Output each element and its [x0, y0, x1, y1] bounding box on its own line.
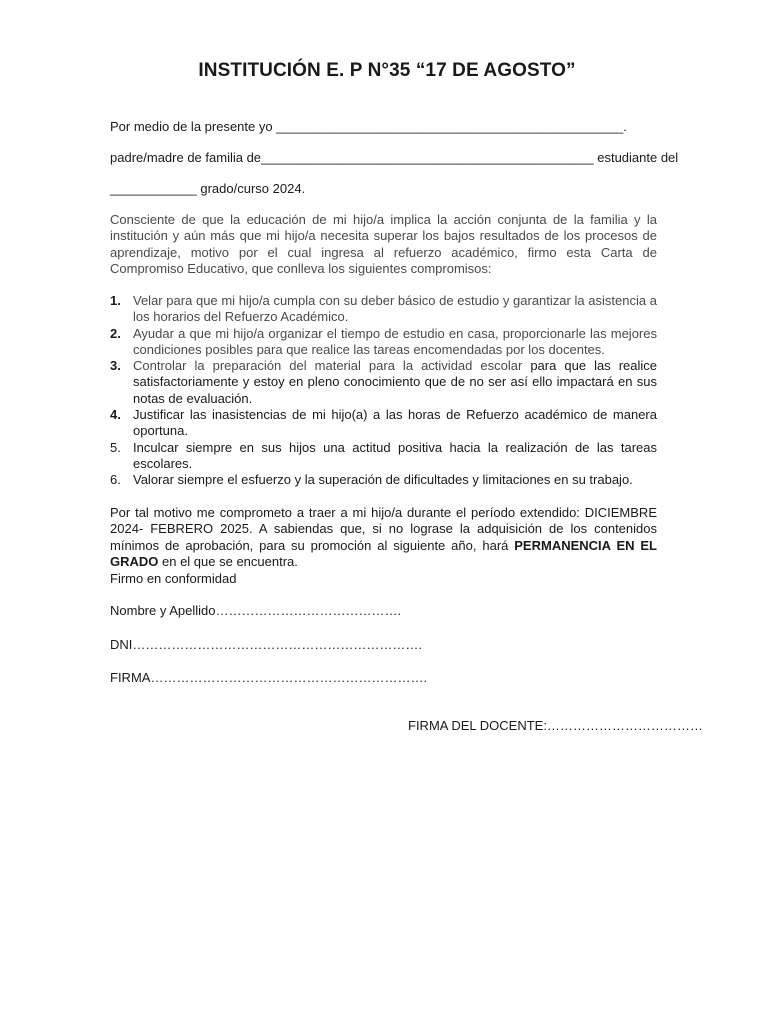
list-item-text: Ayudar a que mi hijo/a organizar el tiempo de estudio en casa, proporcionarle las mejores condiciones posibles para que realice las tareas encomendadas por los docentes.: [133, 325, 657, 357]
intro-paragraph: Consciente de que la educación de mi hijo/a implica la acción conjunta de la familia y la institución y aún más que mi hijo/a necesita superar los bajos resultados de los procesos de aprendizaje, motivo por el cual ingresa al refuerzo académico, firmo esta Carta de Compromiso Educativo, que conlleva los siguientes compromisos:: [110, 212, 657, 276]
list-item-number: 4.: [110, 407, 121, 423]
list-item-text: Inculcar siempre en sus hijos una actitud positiva hacia la realización de las tareas escolares.: [133, 439, 657, 471]
list-item-text: Valorar siempre el esfuerzo y la superación de dificultades y limitaciones en su trabajo.: [133, 472, 633, 488]
list-item-text-part: para que las realice satisfactoriamente y estoy en pleno conocimiento que de no ser así ello impactará en sus notas de evaluación.: [133, 358, 657, 406]
list-item-text: Justificar las inasistencias de mi hijo(a) a las horas de Refuerzo académico de manera oportuna.: [133, 407, 657, 439]
dni-field: DNI………………………………………………………….: [110, 637, 422, 652]
commitments-list: [110, 293, 657, 489]
list-item: [110, 326, 657, 359]
list-item-number: 6.: [110, 472, 121, 488]
closing-bold-text: PERMANENCIA EN EL GRADO: [110, 537, 657, 569]
list-item-number: 2.: [110, 325, 121, 341]
list-item-text-part: Controlar la preparación del material para la actividad escolar: [133, 358, 523, 374]
closing-paragraph: [110, 505, 657, 570]
closing-text: Por tal motivo me comprometo a traer a mi hijo/a durante el período extendido: DICIEMBRE 2024- FEBRERO 2025. A sabiendas que, si no lograse la adquisición de los contenidos mínimos de aprobación, para su promoción al siguiente año, hará: [110, 505, 657, 553]
parent-role-line: padre/madre de familia de______________________________________________ estudiante del: [110, 150, 679, 165]
list-item: [110, 440, 657, 473]
name-field: Nombre y Apellido…………………………………….: [110, 603, 402, 618]
list-item-text: Velar para que mi hijo/a cumpla con su deber básico de estudio y garantizar la asistencia a los horarios del Refuerzo Académico.: [133, 293, 657, 325]
grade-line: ____________ grado/curso 2024.: [110, 181, 306, 196]
signoff-text: Firmo en conformidad: [110, 571, 237, 586]
teacher-signature-field: FIRMA DEL DOCENTE:………………………………: [408, 718, 703, 733]
list-item: [110, 407, 657, 440]
list-item: [110, 293, 657, 326]
list-item: [110, 472, 657, 488]
closing-text-end: en el que se encuentra.: [158, 553, 298, 569]
document-title: INSTITUCIÓN E. P N°35 “17 DE AGOSTO”: [198, 60, 576, 81]
list-item-number: 3.: [110, 358, 121, 374]
parent-name-line: Por medio de la presente yo ________________________________________________.: [110, 119, 627, 134]
list-item: [110, 358, 657, 407]
list-item-number: 1.: [110, 293, 121, 308]
signature-field: FIRMA……………………………………………………….: [110, 670, 428, 685]
list-item-number: 5.: [110, 439, 121, 455]
